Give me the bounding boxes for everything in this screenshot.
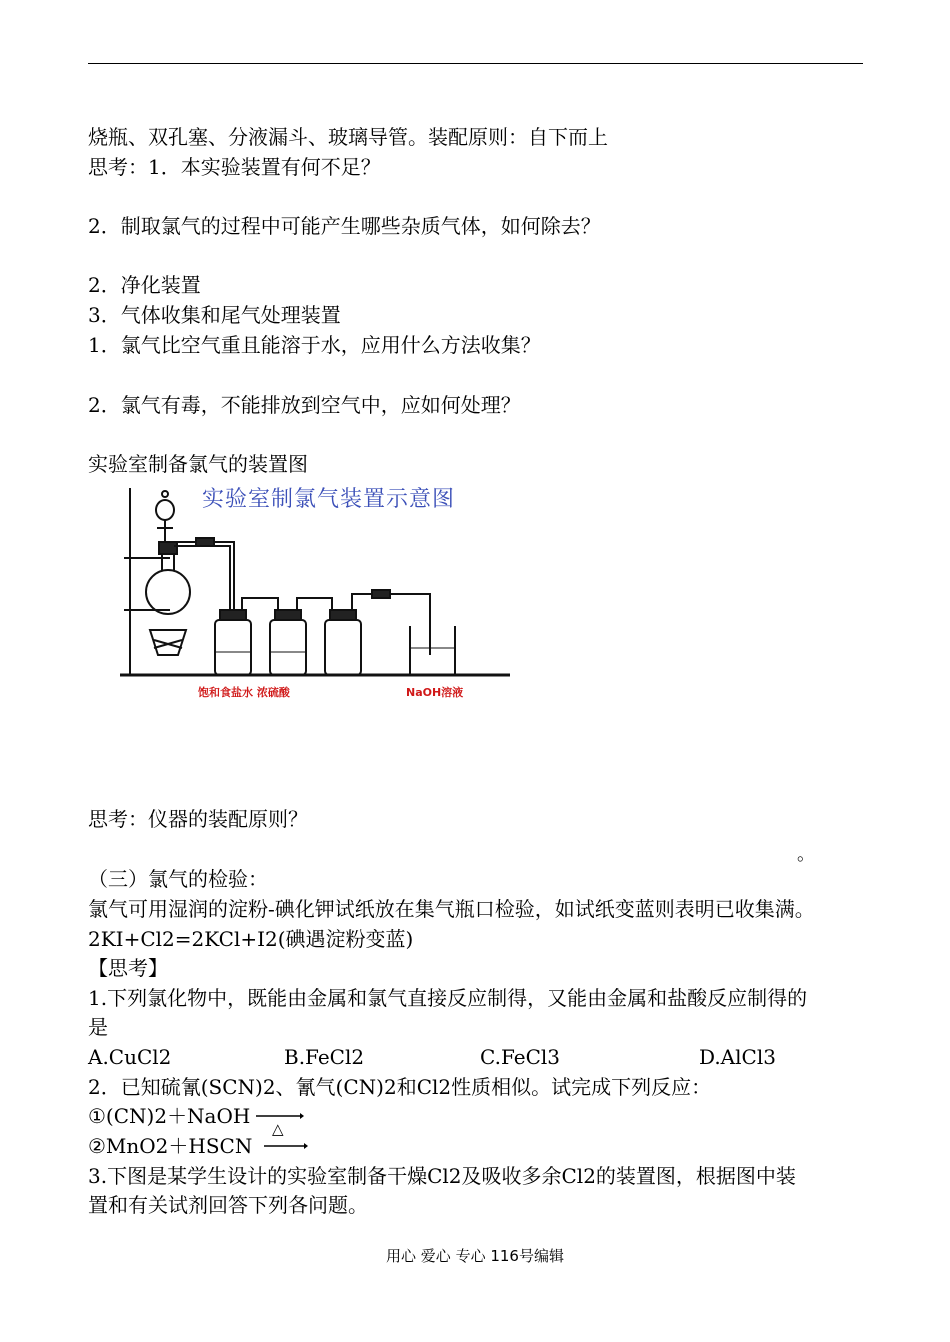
text-line-5: 3．气体收集和尾气处理装置: [88, 303, 341, 327]
text-line-1: 烧瓶、双孔塞、分液漏斗、玻璃导管。装配原则：自下而上: [88, 125, 608, 149]
section-heading: （三）氯气的检验：: [88, 867, 268, 891]
text-line-7: 2．氯气有毒，不能排放到空气中，应如何处理？: [88, 393, 521, 417]
figure-title: 实验室制氯气装置示意图: [202, 487, 456, 512]
option-b: B.FeCl2: [284, 1045, 365, 1069]
figure-label-right: NaOH溶液: [406, 686, 464, 699]
page-footer: 用心 爱心 专心 116号编辑: [386, 1247, 564, 1265]
heat-symbol: △: [272, 1120, 284, 1138]
reaction-2: ②MnO2＋HSCN: [88, 1134, 253, 1158]
apparatus-figure: [110, 480, 520, 702]
text-line-4: 2．净化装置: [88, 273, 201, 297]
end-dot: 。: [797, 844, 815, 865]
reaction-1: ①(CN)2＋NaOH: [88, 1104, 251, 1128]
header-rule: [88, 63, 863, 64]
question-2: 2．已知硫氰(SCN)2、氰气(CN)2和Cl2性质相似。试完成下列反应：: [88, 1075, 712, 1099]
text-line-9: 思考：仪器的装配原则？: [88, 807, 308, 831]
reaction-arrow-2: [264, 1140, 308, 1152]
option-d: D.AlCl3: [699, 1045, 776, 1069]
text-line-3: 2．制取氯气的过程中可能产生哪些杂质气体，如何除去？: [88, 214, 601, 238]
text-line-2: 思考：1．本实验装置有何不足？: [88, 155, 381, 179]
option-c: C.FeCl3: [480, 1045, 560, 1069]
question-1-cont: 是: [88, 1015, 108, 1039]
figure-label-left: 饱和食盐水 浓硫酸: [198, 686, 290, 699]
option-a: A.CuCl2: [88, 1045, 172, 1069]
think-heading: 【思考】: [88, 956, 168, 980]
text-line-6: 1．氯气比空气重且能溶于水，应用什么方法收集？: [88, 333, 541, 357]
equation-line: 2KI+Cl2=2KCl+I2(碘遇淀粉变蓝): [88, 927, 414, 951]
question-3-cont: 置和有关试剂回答下列各问题。: [88, 1193, 368, 1217]
text-line-11: 氯气可用湿润的淀粉-碘化钾试纸放在集气瓶口检验，如试纸变蓝则表明已收集满。: [88, 897, 815, 921]
figure-caption: 实验室制备氯气的装置图: [88, 452, 308, 476]
question-1: 1.下列氯化物中，既能由金属和氯气直接反应制得，又能由金属和盐酸反应制得的: [88, 986, 808, 1010]
question-3: 3.下图是某学生设计的实验室制备干燥Cl2及吸收多余Cl2的装置图，根据图中装: [88, 1164, 796, 1188]
